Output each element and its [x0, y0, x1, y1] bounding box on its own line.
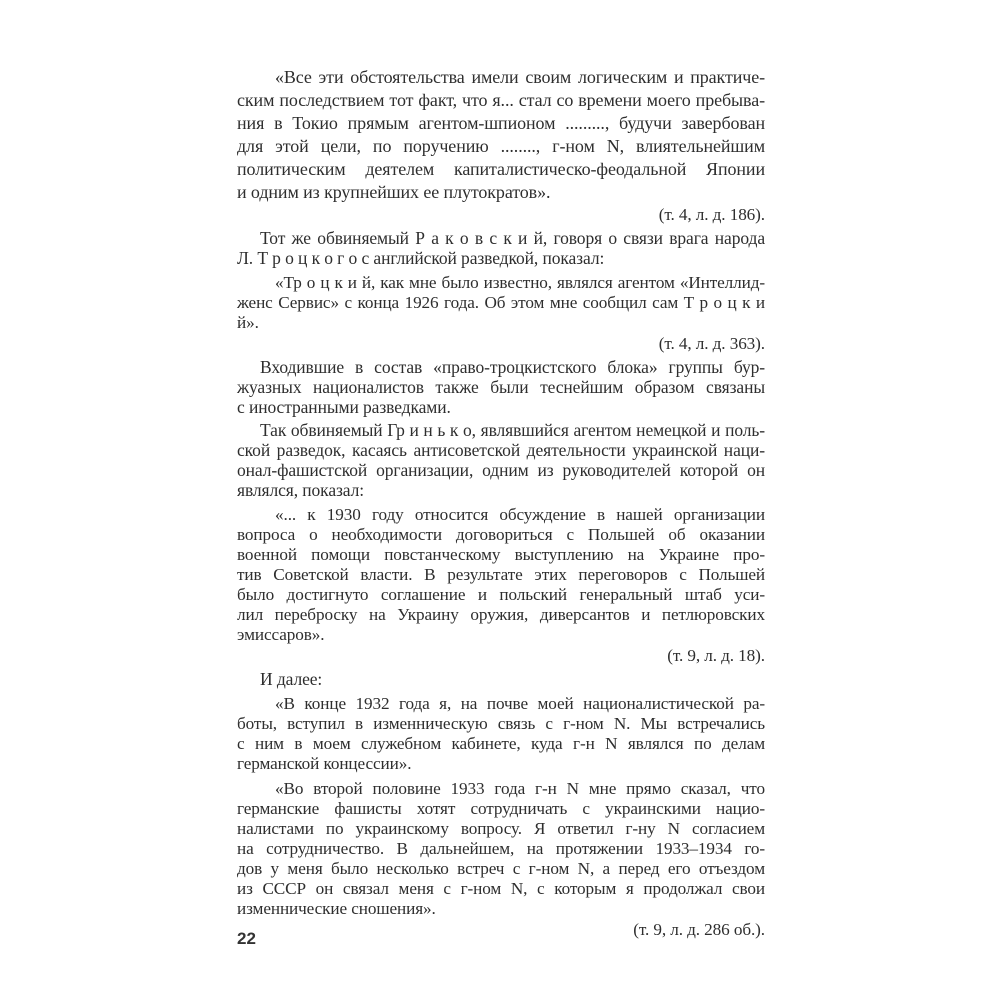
text-line: Л. Т р о ц к о г о с английской разведкой, показал: — [237, 248, 605, 268]
body-paragraph — [237, 357, 765, 417]
text-line: военной помощи повстанческому выступлению на Украине про- — [237, 545, 765, 564]
text-line: тив Советской власти. В результате этих переговоров с Польшей — [237, 565, 765, 584]
quote-paragraph — [237, 273, 765, 333]
text-line: с иностранными разведками. — [237, 397, 451, 417]
text-line: из СССР он связал меня с г-ном N, с которым я продолжал свои — [237, 879, 765, 898]
text-line: было достигнуто соглашение и польский генеральный штаб уси- — [237, 585, 765, 604]
text-line: «... к 1930 году относится обсуждение в нашей организации — [275, 505, 765, 524]
page-number: 22 — [237, 929, 256, 948]
text-line: дов у меня было несколько встреч с г-ном N, а перед его отъездом — [237, 859, 765, 878]
text-line: «Тр о ц к и й, как мне было известно, являлся агентом «Интеллид- — [275, 273, 765, 292]
text-line: боты, вступил в изменническую связь с г-ном N. Мы встречались — [237, 714, 765, 733]
text-line: Так обвиняемый Гр и н ь к о, являвшийся агентом немецкой и поль- — [260, 420, 765, 440]
text-line: «Во второй половине 1933 года г-н N мне прямо сказал, что — [275, 779, 765, 798]
quote-paragraph — [237, 779, 765, 919]
text-line: лил переброску на Украину оружия, диверсантов и петлюровских — [237, 605, 765, 624]
text-line: германские фашисты хотят сотрудничать с украинскими нацио- — [237, 799, 765, 818]
body-paragraph — [237, 228, 765, 268]
text-line: ским последствием тот факт, что я... стал со времени моего пребыва- — [237, 90, 765, 110]
text-line: ской разведок, касаясь антисоветской деятельности украинской наци- — [237, 440, 765, 460]
body-paragraph — [237, 420, 765, 500]
text-line: онал-фашистской организации, одним из руководителей которой он — [237, 460, 765, 480]
body-paragraph — [237, 669, 765, 689]
text-line: и одним из крупнейших ее плутократов». — [237, 182, 551, 202]
citation-reference: (т. 9, л. д. 286 об.). — [633, 920, 765, 939]
text-line: с ним в моем служебном кабинете, куда г-н N являлся по делам — [237, 734, 765, 753]
text-line: Входившие в состав «право-троцкистского блока» группы бур- — [260, 357, 765, 377]
text-line: на сотрудничество. В дальнейшем, на протяжении 1933–1934 го- — [237, 839, 765, 858]
citation-reference: (т. 4, л. д. 186). — [658, 205, 765, 224]
citation-reference: (т. 9, л. д. 18). — [667, 646, 765, 665]
text-line: вопроса о необходимости договориться с Польшей об оказании — [237, 525, 765, 544]
text-line: «Все эти обстоятельства имели своим логическим и практиче- — [275, 67, 765, 87]
quote-paragraph — [237, 694, 765, 774]
text-line: жуазных националистов также были теснейшим образом связаны — [237, 377, 765, 397]
text-line: Тот же обвиняемый Р а к о в с к и й, говоря о связи врага народа — [260, 228, 765, 248]
text-line: политическим деятелем капиталистическо-феодальной Японии — [237, 159, 765, 179]
text-line: женс Сервис» с конца 1926 года. Об этом мне сообщил сам Т р о ц к и й». — [237, 293, 765, 332]
text-line: «В конце 1932 года я, на почве моей националистической ра- — [275, 694, 765, 713]
text-line: налистами по украинскому вопросу. Я ответил г-ну N согласием — [237, 819, 765, 838]
text-line: И далее: — [260, 669, 323, 689]
text-line: эмиссаров». — [237, 625, 325, 644]
text-line: германской концессии». — [237, 754, 412, 773]
quote-paragraph — [237, 505, 765, 645]
quote-paragraph — [237, 66, 765, 204]
text-line: ния в Токио прямым агентом-шпионом ........., будучи завербован — [237, 113, 765, 133]
text-line: являлся, показал: — [237, 480, 365, 500]
text-line: для этой цели, по поручению ........, г-ном N, влиятельнейшим — [237, 136, 765, 156]
citation-reference: (т. 4, л. д. 363). — [658, 334, 765, 353]
page-text-column — [237, 66, 765, 940]
text-line: изменнические сношения». — [237, 899, 436, 918]
